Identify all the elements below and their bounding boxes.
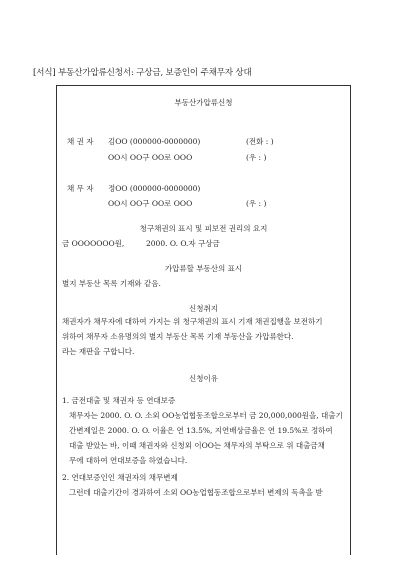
debtor-label: 채 무 자	[67, 184, 94, 193]
property-text: 별지 부동산 목록 기재와 같음.	[62, 279, 161, 288]
claim-basis: 2000. O. O.자 구상금	[146, 239, 220, 248]
section1-line: 채무자는 2000. O. O. 소외 OO농업협동조합으로부터 금 20,000,000원을, 대출기	[69, 411, 343, 420]
purpose-line: 채권자가 채무자에 대하여 가지는 위 청구채권의 표시 기재 채권집행을 보전하기	[62, 317, 323, 326]
section1-line: 간변제일은 2000. O. O. 이율은 연 13.5%, 지연배상금율은 연 19.5%로 정하여	[69, 426, 333, 435]
creditor-name: 김OO (000000-0000000)	[108, 137, 201, 146]
section1-line: 대출 받았는 바, 이때 채권자와 신청외 이OO는 채무자의 부탁으로 위 대출금채	[69, 441, 325, 450]
creditor-label: 채 권 자	[67, 137, 94, 146]
section2-paragraph	[69, 485, 347, 500]
property-heading: 가압류할 부동산의 표시	[164, 264, 243, 273]
section1-paragraph	[69, 408, 347, 468]
purpose-heading: 신청취지	[189, 304, 218, 313]
reason-heading: 신청이유	[189, 374, 218, 383]
debtor-address: OO시 OO구 OO로 OOO	[108, 199, 193, 208]
section2-title: 2. 연대보증인인 채권자의 채무변제	[62, 473, 178, 482]
creditor-address: OO시 OO구 OO로 OOO	[108, 153, 193, 162]
creditor-phone: (전화 : )	[246, 137, 274, 146]
claim-amount: 금 OOOOOOO원,	[62, 239, 125, 248]
section1-title: 1. 금전대출 및 채권자 등 연대보증	[62, 396, 176, 405]
section1-line: 무에 대하여 연대보증을 하였습니다.	[69, 456, 188, 465]
purpose-line: 라는 재판을 구합니다.	[62, 347, 135, 356]
document-title: 부동산가압류신청	[174, 98, 233, 107]
section2-line: 그런데 대출기간이 경과하여 소외 OO농업협동조합으로부터 변제의 독촉을 받	[69, 488, 323, 497]
debtor-zip: (우 : )	[246, 199, 267, 208]
debtor-name: 정OO (000000-0000000)	[108, 184, 201, 193]
purpose-paragraph	[62, 314, 346, 359]
document-caption: [서식] 부동산가압류신청서: 구상금, 보증인이 주채무자 상대	[33, 68, 252, 78]
creditor-zip: (우 : )	[246, 153, 267, 162]
purpose-line: 위하여 채무자 소유명의의 별지 부동산 목록 기재 부동산을 가압류한다.	[62, 332, 294, 341]
claim-heading: 청구채권의 표시 및 피보전 권리의 요지	[139, 224, 268, 233]
application-form	[56, 85, 351, 555]
